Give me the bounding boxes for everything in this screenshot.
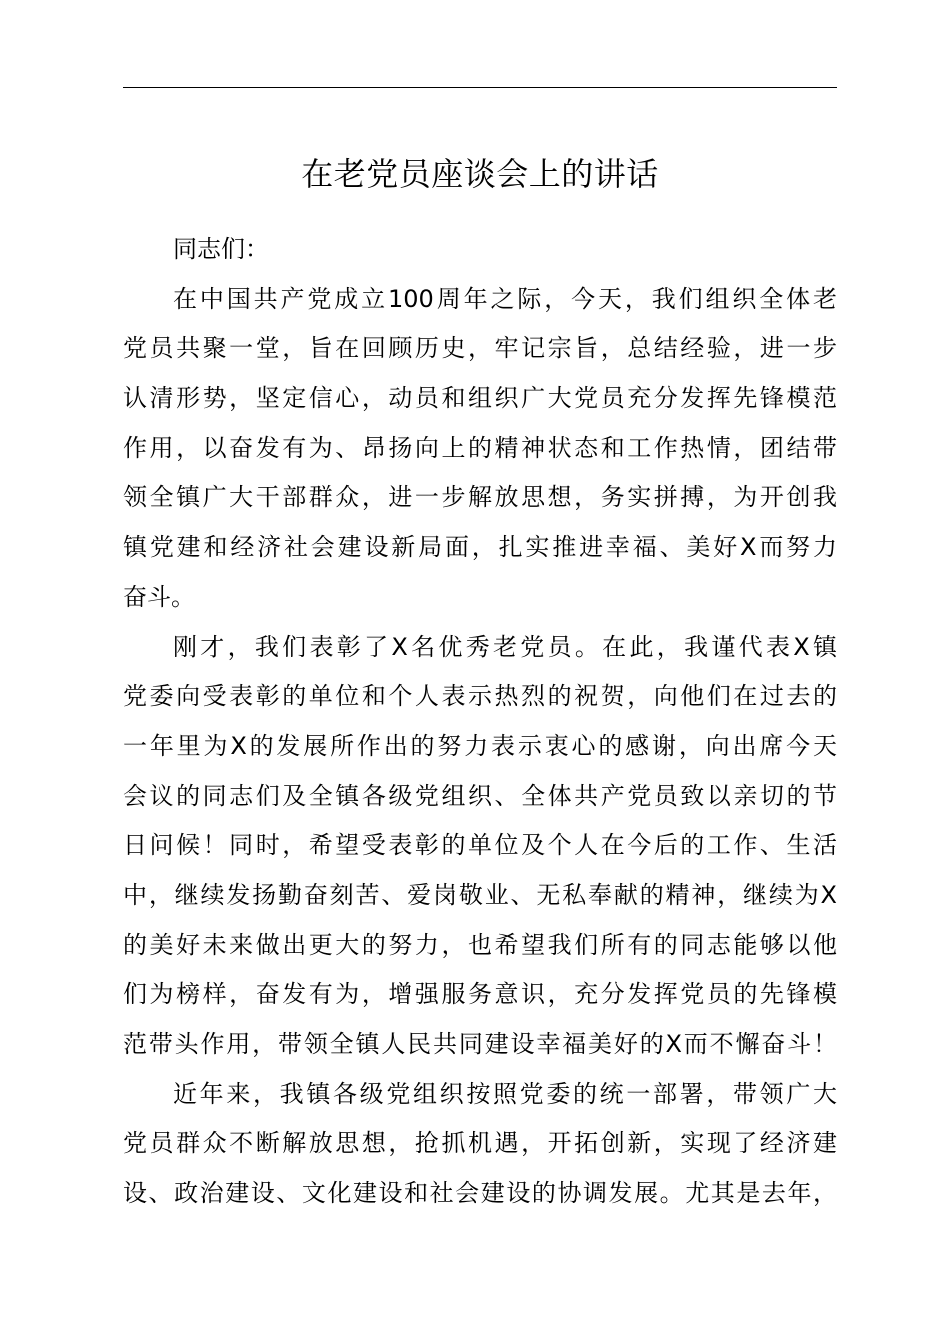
body-line: 近年来，我镇各级党组织按照党委的统一部署，带领广大 (173, 1079, 837, 1108)
body-line: 奋斗。 (123, 582, 195, 611)
body-line: 日问候！同时，希望受表彰的单位及个人在今后的工作、生活 (123, 831, 837, 860)
body-line: 设、政治建设、文化建设和社会建设的协调发展。尤其是去年， (123, 1179, 837, 1208)
body-line: 党委向受表彰的单位和个人表示热烈的祝贺，向他们在过去的 (123, 682, 837, 711)
body-line: 作用，以奋发有为、昂扬向上的精神状态和工作热情，团结带 (123, 433, 837, 462)
body-line: 领全镇广大干部群众，进一步解放思想，务实拼搏，为开创我 (123, 483, 837, 512)
body-line: 中，继续发扬勤奋刻苦、爱岗敬业、无私奉献的精神，继续为X (123, 880, 837, 909)
body-line: 范带头作用，带领全镇人民共同建设幸福美好的X而不懈奋斗！ (123, 1030, 837, 1058)
body-line: 会议的同志们及全镇各级党组织、全体共产党员致以亲切的节 (123, 781, 837, 810)
header-rule (123, 87, 837, 88)
document-title: 在老党员座谈会上的讲话 (301, 155, 659, 193)
body-line: 党员群众不断解放思想，抢抓机遇，开拓创新，实现了经济建 (123, 1129, 837, 1158)
body-line: 镇党建和经济社会建设新局面，扎实推进幸福、美好X而努力 (123, 533, 837, 562)
body-line: 党员共聚一堂，旨在回顾历史，牢记宗旨，总结经验，进一步 (123, 334, 837, 363)
body-line: 们为榜样，奋发有为，增强服务意识，充分发挥党员的先锋模 (123, 980, 837, 1009)
body-line: 在中国共产党成立100周年之际，今天，我们组织全体老 (173, 284, 837, 313)
body-line: 的美好未来做出更大的努力，也希望我们所有的同志能够以他 (123, 930, 837, 959)
body-line: 认清形势，坚定信心，动员和组织广大党员充分发挥先锋模范 (123, 384, 837, 413)
body-line: 一年里为X的发展所作出的努力表示衷心的感谢，向出席今天 (123, 731, 837, 760)
salutation-line: 同志们： (173, 235, 269, 263)
body-line: 刚才，我们表彰了X名优秀老党员。在此，我谨代表X镇 (173, 632, 837, 661)
document-body (123, 225, 837, 1219)
